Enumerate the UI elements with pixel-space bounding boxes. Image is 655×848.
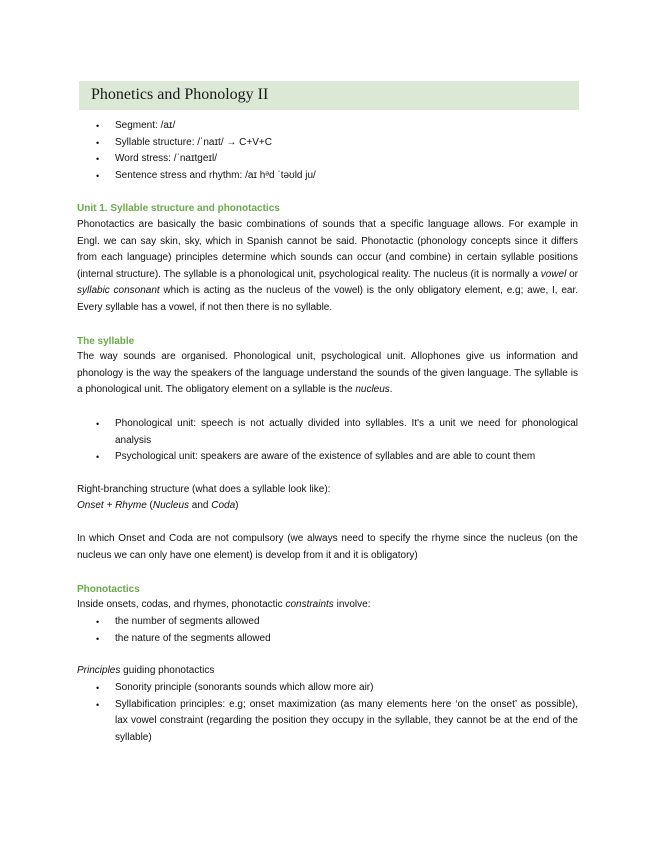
onset-rhyme-text: Onset + Rhyme (Nucleus and Coda): [77, 500, 239, 511]
document-title: Phonetics and Phonology II: [91, 86, 269, 103]
syllable-heading: The syllable: [77, 336, 135, 347]
constraints-intro: Inside onsets, codas, and rhymes, phonotactic constraints involve:: [77, 599, 371, 610]
list-item: • Syllabification principles: e.g; onset maximization (as many elements here ‘on the onset’ as possible), lax vowel constraint (regarding the position they occupy in the syllable, they cannot be at the end of the syllable): [96, 697, 578, 747]
list-item: • Sonority principle (sonorants sounds which allow more air): [96, 680, 578, 697]
branching-text: Right-branching structure (what does a syllable look like):: [77, 484, 331, 495]
list-item: • Psychological unit: speakers are aware of the existence of syllables and are able to count them: [96, 449, 578, 466]
syllable-paragraph: The way sounds are organised. Phonological unit, psychological unit. Allophones give us information and phonology is the way the speakers of the language understand the sounds of the given language. The syllable is a phonological unit. The obligatory element on a syllable is the nucleus.: [77, 351, 578, 395]
title-banner: [79, 81, 579, 110]
vowel-term: vowel: [540, 268, 567, 280]
principles-intro: Principles guiding phonotactics: [77, 665, 215, 676]
onset-coda-paragraph: In which Onset and Coda are not compulsory (we always need to specify the rhyme since the nucleus (on the nucleus we can only have one element) is develop from it and it is obligatory): [77, 533, 578, 561]
intro-list: [96, 118, 316, 184]
syllable-unit-list: [96, 416, 578, 466]
list-item: • the nature of the segments allowed: [96, 631, 271, 648]
list-item: • Sentence stress and rhythm: /aɪ hᵊd ˈtəʊld ju/: [96, 168, 316, 185]
list-item: • Syllable structure: /ˈnaɪt/ → C+V+C: [96, 135, 316, 152]
unit1-heading: Unit 1. Syllable structure and phonotactics: [77, 203, 280, 214]
list-item: • the number of segments allowed: [96, 614, 271, 631]
principles-list: [96, 680, 578, 746]
phonotactics-heading: Phonotactics: [77, 584, 140, 595]
syllabic-consonant-term: syllabic consonant: [77, 285, 160, 296]
list-item: • Word stress: /ˈnaɪtgeɪl/: [96, 151, 316, 168]
list-item: • Phonological unit: speech is not actually divided into syllables. It's a unit we need for phonological analysis: [96, 416, 578, 449]
constraints-list: [96, 614, 271, 647]
nucleus-term: nucleus: [355, 384, 390, 395]
list-item: • Segment: /aɪ/: [96, 118, 316, 135]
unit1-paragraph: Phonotactics are basically the basic combinations of sounds that a specific language allows. For example in Engl. we can say skin, sky, which in Spanish cannot be said. Phonotactic (phonology concepts since it differs from each language) principles determine which sounds can occur (and combine) in certain syllable positions (internal structure). The syllable is a phonological unit, psychological reality. The nucleus (it is normally a vowel or syllabic consonant which is acting as the nucleus of the vowel) is the only obligatory element, e.g; awe, I, ear. Every syllable has a vowel, if not then there is no syllable.: [77, 219, 579, 313]
